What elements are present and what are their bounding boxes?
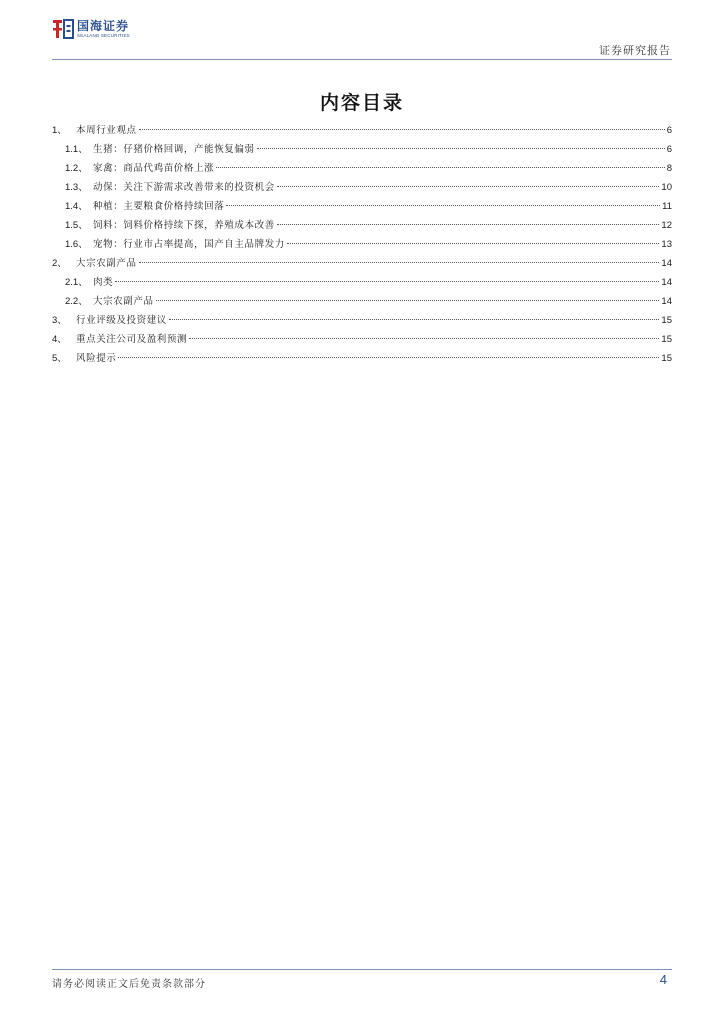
toc-dot-leader [216, 167, 665, 168]
toc-dot-leader [139, 262, 660, 263]
toc-entry-label: 肉类 [93, 277, 114, 288]
logo-english-name: SEALAND SECURITIES [77, 32, 130, 38]
toc-entry-label: 家禽：商品代鸡苗价格上涨 [93, 163, 215, 174]
toc-entry-page: 12 [661, 220, 672, 231]
header-divider [52, 59, 672, 60]
toc-dot-leader [226, 205, 660, 206]
sealand-logo-icon [52, 18, 74, 40]
toc-entry-page: 11 [662, 201, 672, 212]
toc-entry-label: 重点关注公司及盈利预测 [76, 334, 188, 345]
toc-entry-page: 13 [661, 239, 672, 250]
toc-entry[interactable] [52, 216, 672, 235]
toc-entry-page: 14 [661, 258, 672, 269]
toc-entry-label: 饲料：饲料价格持续下探，养殖成本改善 [93, 220, 275, 231]
toc-entry[interactable] [52, 254, 672, 273]
toc-entry-page: 8 [666, 163, 672, 174]
toc-entry-page: 15 [661, 334, 672, 345]
toc-entry-page: 14 [661, 277, 672, 288]
toc-entry-number: 1.6、 [65, 239, 88, 250]
toc-dot-leader [169, 319, 660, 320]
toc-entry-page: 10 [661, 182, 672, 193]
toc-entry-number: 1.1、 [65, 144, 88, 155]
toc-dot-leader [257, 148, 665, 149]
toc-entry-label: 本周行业观点 [76, 125, 137, 136]
toc-title: 内容目录 [319, 92, 404, 114]
toc-entry-page: 6 [666, 125, 672, 136]
table-of-contents [52, 121, 672, 368]
toc-entry-number: 1.5、 [65, 220, 88, 231]
footer-disclaimer: 请务必阅读正文后免责条款部分 [52, 979, 206, 990]
toc-entry[interactable] [52, 159, 672, 178]
toc-dot-leader [139, 129, 665, 130]
toc-entry[interactable] [52, 121, 672, 140]
toc-entry-page: 15 [661, 353, 672, 364]
toc-entry-page: 15 [661, 315, 672, 326]
toc-entry-number: 1.4、 [65, 201, 88, 212]
toc-entry-page: 6 [666, 144, 672, 155]
toc-entry-number: 1.2、 [65, 163, 88, 174]
toc-entry-label: 生猪：仔猪价格回调，产能恢复偏弱 [93, 144, 255, 155]
company-logo [52, 18, 130, 40]
toc-dot-leader [277, 186, 660, 187]
toc-entry-page: 14 [661, 296, 672, 307]
toc-dot-leader [277, 224, 660, 225]
toc-entry-number: 2、 [52, 258, 67, 269]
footer-divider [52, 969, 672, 970]
logo-chinese-name: 国海证券 [77, 18, 130, 33]
toc-entry-number: 3、 [52, 315, 67, 326]
toc-entry-label: 宠物：行业市占率提高，国产自主品牌发力 [93, 239, 285, 250]
toc-entry-label: 风险提示 [76, 353, 117, 364]
toc-entry[interactable] [52, 273, 672, 292]
toc-dot-leader [156, 300, 660, 301]
toc-entry-number: 2.2、 [65, 296, 88, 307]
toc-entry-label: 种植：主要粮食价格持续回落 [93, 201, 225, 212]
toc-dot-leader [287, 243, 660, 244]
toc-dot-leader [189, 338, 659, 339]
toc-entry-number: 1、 [52, 125, 67, 136]
toc-entry[interactable] [52, 292, 672, 311]
toc-entry[interactable] [52, 330, 672, 349]
toc-entry-label: 行业评级及投资建议 [76, 315, 167, 326]
toc-entry[interactable] [52, 178, 672, 197]
toc-entry[interactable] [52, 140, 672, 159]
toc-entry[interactable] [52, 349, 672, 368]
toc-entry-label: 动保：关注下游需求改善带来的投资机会 [93, 182, 275, 193]
toc-entry-label: 大宗农副产品 [76, 258, 137, 269]
toc-entry-number: 5、 [52, 353, 67, 364]
toc-entry-number: 4、 [52, 334, 67, 345]
toc-entry[interactable] [52, 197, 672, 216]
toc-entry-number: 2.1、 [65, 277, 88, 288]
toc-dot-leader [115, 281, 659, 282]
toc-entry[interactable] [52, 235, 672, 254]
toc-dot-leader [118, 357, 659, 358]
toc-entry-number: 1.3、 [65, 182, 88, 193]
report-type-label: 证券研究报告 [599, 44, 671, 57]
toc-entry-label: 大宗农副产品 [93, 296, 154, 307]
page-number: 4 [659, 972, 667, 987]
toc-entry[interactable] [52, 311, 672, 330]
